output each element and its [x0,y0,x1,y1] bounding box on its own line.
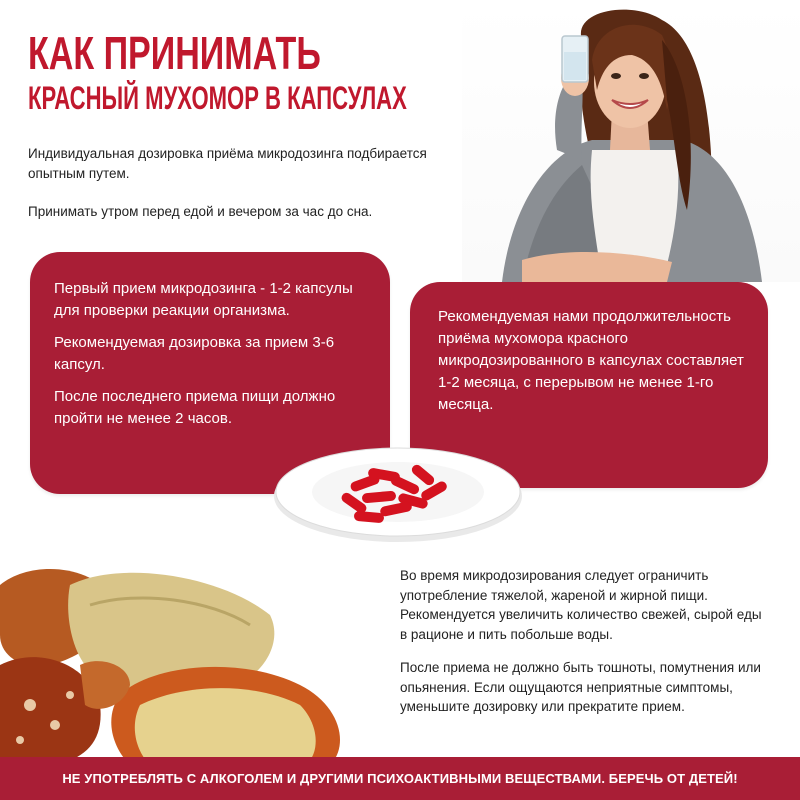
warning-text: НЕ УПОТРЕБЛЯТЬ С АЛКОГОЛЕМ И ДРУГИМИ ПСИХОАКТИВНЫМИ ВЕЩЕСТВАМИ. БЕРЕЧЬ ОТ ДЕТЕЙ! [62,771,738,786]
first-dose-text: Первый прием микродозинга - 1-2 капсулы для проверки реакции организма. [54,280,353,319]
duration-text: Рекомендуемая нами продолжительность приёма мухомора красного микродозированного в капсулах составляет 1-2 месяца, с перерывом не менее 1-го месяца. [438,308,744,413]
after-meal-text: После последнего приема пищи должно пройти не менее 2 часов. [54,388,336,427]
intro-schedule-text: Принимать утром перед едой и вечером за час до сна. [28,204,373,219]
warning-banner [0,757,800,800]
recommended-dose-text: Рекомендуемая дозировка за прием 3-6 капсул. [54,334,335,373]
dried-mushrooms-image [0,555,360,765]
side-effects-advice-text: После приема не должно быть тошноты, помутнения или опьянения. Если ощущаются неприятные симптомы, уменьшите дозировку или прекратите прием. [400,660,761,714]
page-title: КАК ПРИНИМАТЬ [28,27,321,79]
page-subtitle: КРАСНЫЙ МУХОМОР В КАПСУЛАХ [28,80,407,116]
woman-portrait-image [462,0,800,282]
intro-dosage-text: Индивидуальная дозировка приёма микродозинга подбирается опытным путем. [28,146,427,181]
plate-with-capsules-image [270,440,526,544]
diet-advice-text: Во время микродозирования следует ограничить употребление тяжелой, жареной и жирной пищи. Рекомендуется увеличить количество свежей, сырой еды в рационе и пить побольше воды. [400,568,762,642]
